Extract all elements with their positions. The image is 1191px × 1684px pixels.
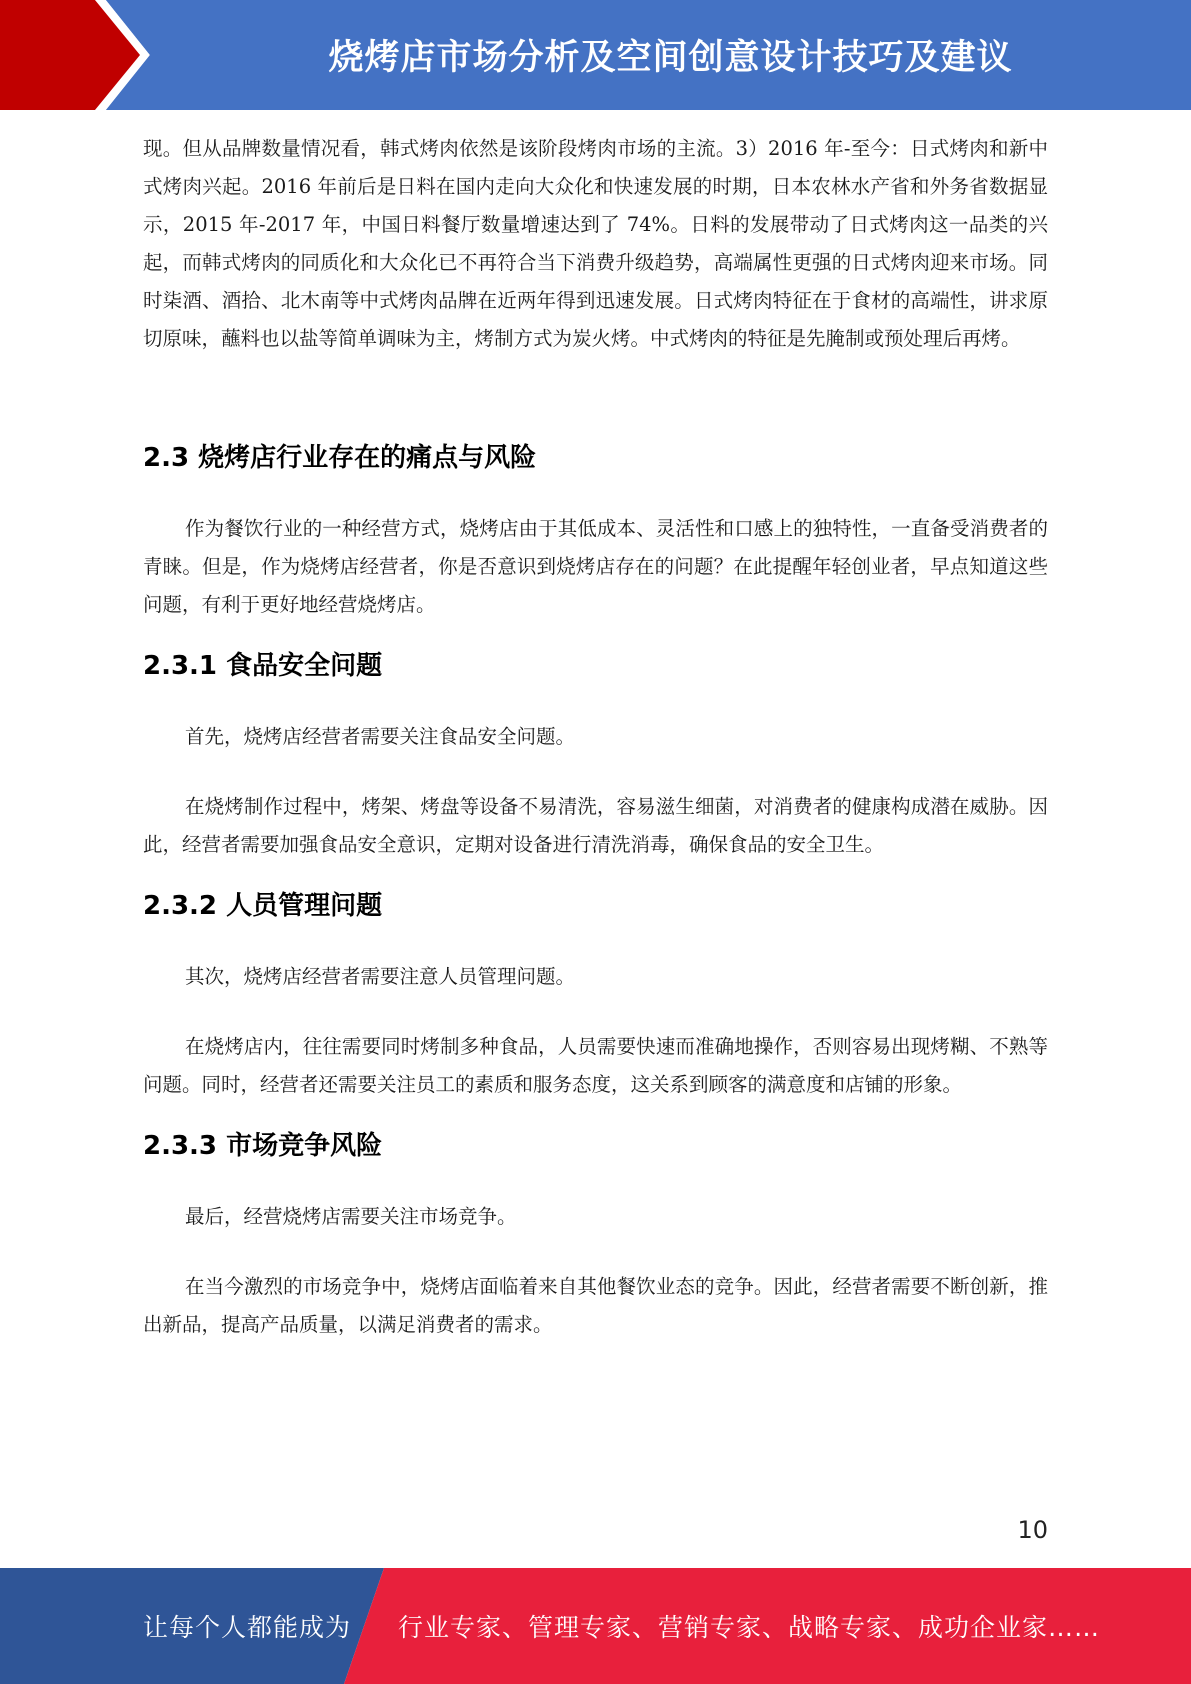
page-number: 10 <box>1017 1516 1048 1544</box>
section-heading-2-3-2: 2.3.2 人员管理问题 <box>143 891 383 921</box>
section-2-3-2-paragraph-1: 其次，烧烤店经营者需要注意人员管理问题。 <box>185 965 576 988</box>
header-arrow-decoration <box>0 0 160 110</box>
section-2-3-paragraph: 作为餐饮行业的一种经营方式，烧烤店由于其低成本、灵活性和口感上的独特性，一直备受消费者的青睐。但是，作为烧烤店经营者，你是否意识到烧烤店存在的问题？在此提醒年轻创业者，早点知道这些问题，有利于更好地经营烧烤店。 <box>143 517 1048 616</box>
section-heading-2-3: 2.3 烧烤店行业存在的痛点与风险 <box>143 443 537 473</box>
section-2-3-2-paragraph-2: 在烧烤店内，往往需要同时烤制多种食品，人员需要快速而准确地操作，否则容易出现烤糊、不熟等问题。同时，经营者还需要关注员工的素质和服务态度，这关系到顾客的满意度和店铺的形象。 <box>143 1035 1048 1096</box>
document-body <box>143 130 1048 1344</box>
intro-paragraph: 现。但从品牌数量情况看，韩式烤肉依然是该阶段烤肉市场的主流。3）2016 年-至今：日式烤肉和新中式烤肉兴起。2016 年前后是日料在国内走向大众化和快速发展的时期，日本农林水产省和外务省数据显示，2015 年-2017 年，中国日料餐厅数量增速达到了 74%。日料的发展带动了日式烤肉这一品类的兴起，而韩式烤肉的同质化和大众化已不再符合当下消费升级趋势，高端属性更强的日式烤肉迎来市场。同时柒酒、酒拾、北木南等中式烤肉品牌在近两年得到迅速发展。日式烤肉特征在于食材的高端性，讲求原切原味，蘸料也以盐等简单调味为主，烤制方式为炭火烤。中式烤肉的特征是先腌制或预处理后再烤。 <box>143 137 1048 350</box>
section-2-3-3-paragraph-1: 最后，经营烧烤店需要关注市场竞争。 <box>185 1205 517 1228</box>
page-footer <box>0 1568 1191 1684</box>
section-2-3-3-paragraph-2: 在当今激烈的市场竞争中，烧烤店面临着来自其他餐饮业态的竞争。因此，经营者需要不断创新，推出新品，提高产品质量，以满足消费者的需求。 <box>143 1275 1048 1336</box>
document-title: 烧烤店市场分析及空间创意设计技巧及建议 <box>328 38 1013 78</box>
section-2-3-1-paragraph-1: 首先，烧烤店经营者需要关注食品安全问题。 <box>185 725 576 748</box>
footer-slogan-right: 行业专家、管理专家、营销专家、战略专家、成功企业家…… <box>398 1613 1101 1642</box>
page-header <box>0 0 1191 110</box>
footer-slogan-left: 让每个人都能成为 <box>143 1613 352 1642</box>
section-heading-2-3-1: 2.3.1 食品安全问题 <box>143 651 383 681</box>
section-heading-2-3-3: 2.3.3 市场竞争风险 <box>143 1131 383 1161</box>
section-2-3-1-paragraph-2: 在烧烤制作过程中，烤架、烤盘等设备不易清洗，容易滋生细菌，对消费者的健康构成潜在威胁。因此，经营者需要加强食品安全意识，定期对设备进行清洗消毒，确保食品的安全卫生。 <box>143 795 1048 856</box>
